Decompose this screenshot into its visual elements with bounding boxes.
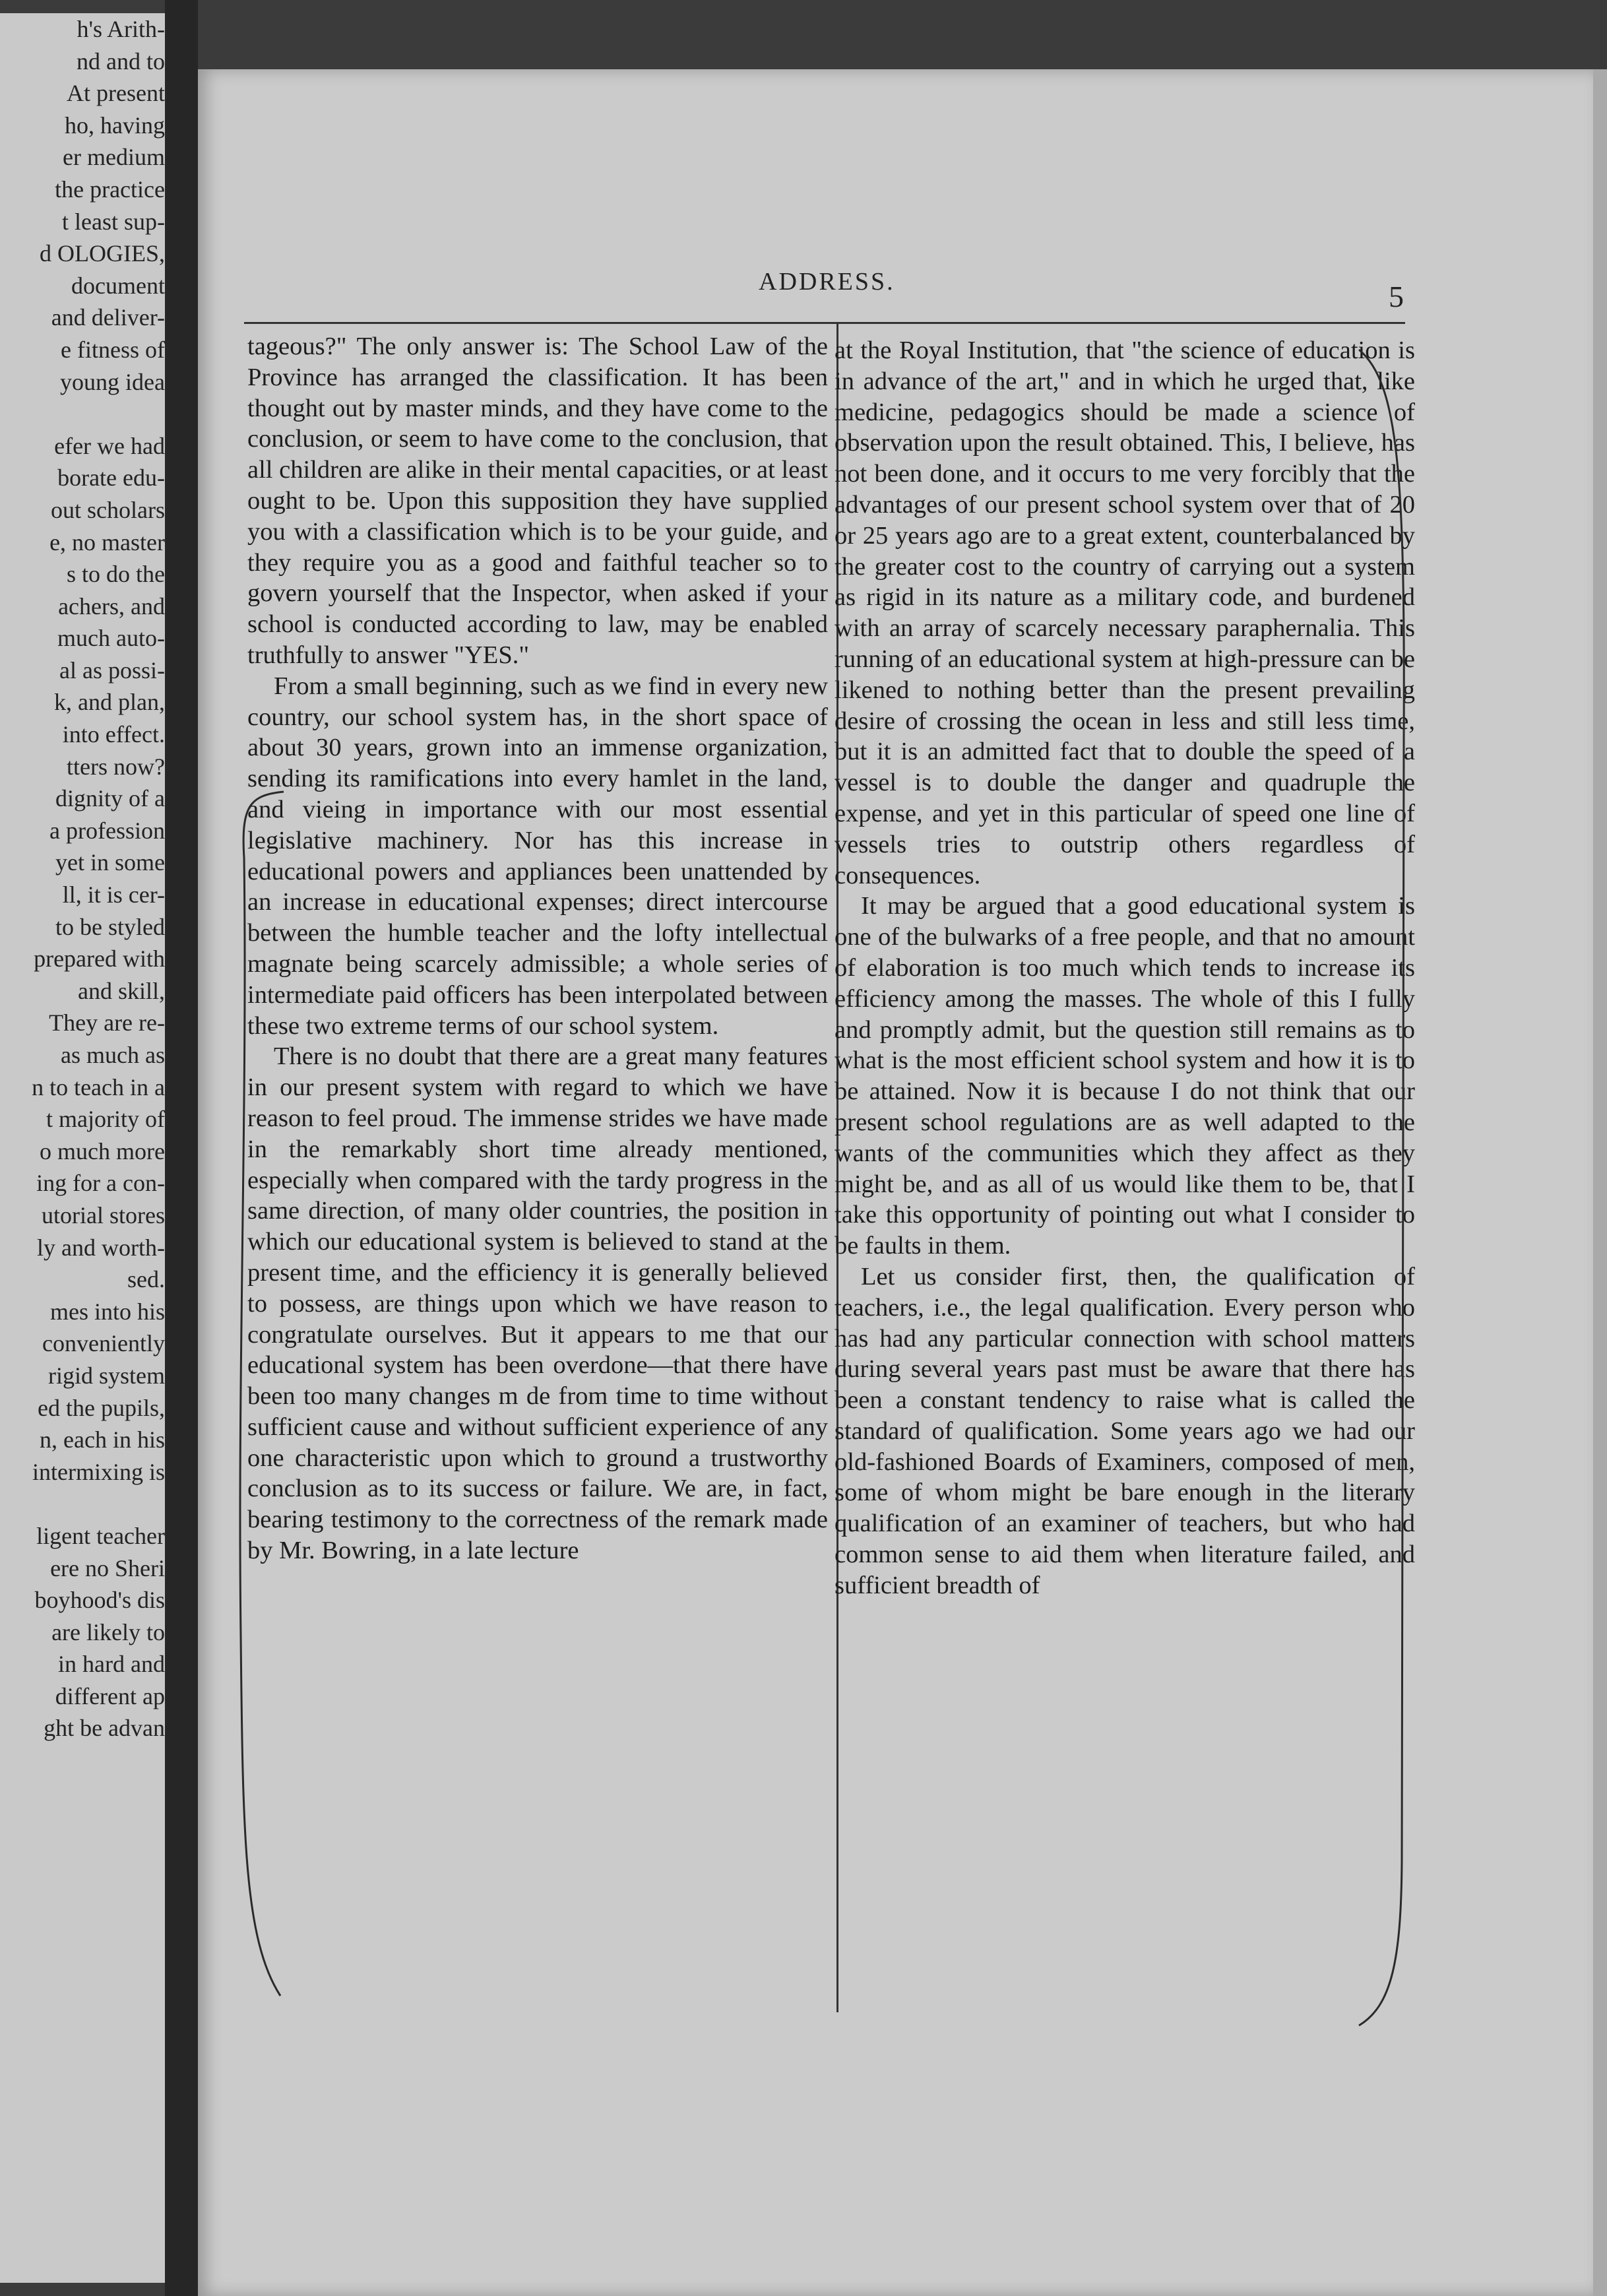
- left-page-line: into effect.: [62, 721, 165, 748]
- paragraph: at the Royal Institution, that "the science of education is in advance of the art," and in which he urged that, like medicine, pedagogics should be made a science of observation upon the result obtained. This, I believe, has not been done, and it occurs to me very forcibly that the advantages of our present school system over that of 20 or 25 years ago are to a great extent, counterbalanced by the greater cost to the country of carrying out a system as rigid in its nature as a military code, and burdened with an array of scarcely necessary paraphernalia. This running of an educational system at high-pressure can be likened to nothing better than the present prevailing desire of crossing the ocean in less and still less time, but it is an admitted fact that to double the speed of a vessel is to double the danger and quadruple the expense, and yet in this particular of speed one line of vessels tries to outstrip others regardless of consequences.: [835, 336, 1415, 889]
- text-column-left: [247, 331, 828, 1566]
- left-page-line: d OLOGIES,: [40, 240, 165, 267]
- left-page-line: [0, 1488, 165, 1520]
- left-page-line: nd and to: [77, 48, 165, 75]
- left-page-line: k, and plan,: [54, 689, 165, 716]
- left-page-line: mes into his: [49, 1298, 165, 1325]
- left-page-line: ere no Sheri: [50, 1554, 165, 1581]
- left-page-line: and skill,: [78, 977, 165, 1004]
- page-edge: [1593, 69, 1607, 2296]
- left-page-line: document: [71, 272, 165, 299]
- left-page-line: o much more: [40, 1137, 165, 1164]
- left-page-line: out scholars: [51, 496, 165, 523]
- left-page-line: er medium: [63, 144, 165, 171]
- left-page-line: al as possi-: [59, 656, 165, 684]
- running-head: ADDRESS.: [759, 268, 895, 296]
- handwritten-bracket-mark-right: [1346, 343, 1418, 2032]
- left-page-line: [0, 398, 165, 430]
- paragraph: There is no doubt that there are a great many features in our present system with regard to which we have reason to feel proud. The immense strides we have made in the remarkably short time already mentioned, especially when compared with the tardy progress in the same direction, of many older countries, the position in which our educational system is believed to stand at the present time, and the efficiency it is generally believed to possess, are things upon which we have reason to congratulate ourselves. But it appears to me that our educational system has been overdone—that there have been too many changes m de from time to time without sufficient cause and without sufficient experience of any one characteristic upon which to ground a trustworthy conclusion as to its success or failure. We are, in fact, bearing testimony to the correctness of the remark made by Mr. Bowring, in a late lecture: [247, 1042, 828, 1565]
- handwritten-bracket-mark: [224, 779, 290, 2006]
- left-page-text: [0, 13, 165, 1744]
- left-page-line: n to teach in a: [32, 1073, 165, 1100]
- left-page-line: n, each in his: [40, 1426, 165, 1453]
- left-page-line: efer we had: [54, 432, 165, 459]
- left-page-line: They are re-: [49, 1009, 165, 1036]
- left-page-line: a profession: [49, 817, 165, 844]
- left-page-line: and deliver-: [51, 304, 165, 331]
- left-page-line: conveniently: [42, 1330, 165, 1357]
- left-page-line: rigid system: [48, 1362, 165, 1389]
- left-page-fragment: [0, 13, 165, 2283]
- left-page-line: dignity of a: [55, 785, 165, 812]
- left-page-line: as much as: [61, 1042, 165, 1068]
- left-page-line: s to do the: [67, 561, 165, 588]
- left-page-line: in hard and: [58, 1651, 165, 1678]
- left-page-line: are likely to: [51, 1618, 165, 1645]
- left-page-line: ght be advan: [44, 1715, 165, 1742]
- paragraph: Let us consider first, then, the qualification of teachers, i.e., the legal qualification. Every person who has had any particular connection with school matters during several years past must be aware that there has been a constant tendency to raise what is called the standard of qualification. Some years ago we had our old-fashioned Boards of Examiners, composed of men, some of whom might be bare enough in the literary qualification of an examiner of teachers, but who had common sense to aid them when literature failed, and sufficient breadth of: [835, 1262, 1415, 1599]
- left-page-line: h's Arith-: [77, 16, 165, 42]
- left-page-line: sed.: [127, 1266, 165, 1293]
- left-page-line: prepared with: [34, 945, 165, 973]
- left-page-line: t majority of: [46, 1106, 165, 1133]
- left-page-line: ho, having: [65, 112, 165, 139]
- left-page-line: ly and worth-: [37, 1234, 165, 1261]
- left-page-line: At present: [67, 80, 165, 107]
- paragraph: It may be argued that a good educational system is one of the bulwarks of a free people, and that no amount of elaboration is too much which tends to increase its efficiency among the masses. The whole of this I fully and promptly admit, but the question still remains as to what is the most efficient school system and how it is to be attained. Now it is because I do not think that our present school regulations are as well adapted to the wants of the communities which they affect as they might be, and as all of us would like them to be, that I take this opportunity of pointing out what I consider to be faults in them.: [835, 892, 1415, 1260]
- paragraph: tageous?" The only answer is: The School Law of the Province has arranged the classification. It has been thought out by master minds, and they have come to the conclusion, or seem to have come to the conclusion, that all children are alike in their mental capacities, or at least ought to be. Upon this supposition they have supplied you with a classification which is to be your guide, and they require you as a good and faithful teacher so to govern yourself that the Inspector, when asked if your school is conducted according to law, may be enabled truthfully to answer "YES.": [247, 333, 828, 669]
- left-page-line: tters now?: [67, 753, 165, 780]
- left-page-line: ligent teacher: [36, 1522, 165, 1549]
- page-number: 5: [1389, 280, 1404, 313]
- left-page-line: intermixing is: [32, 1458, 165, 1485]
- left-page-line: ll, it is cer-: [62, 881, 165, 909]
- left-page-line: much auto-: [57, 625, 165, 652]
- left-page-line: to be styled: [55, 913, 165, 940]
- text-column-right: [835, 335, 1415, 1601]
- left-page-line: yet in some: [55, 849, 165, 876]
- left-page-line: ed the pupils,: [38, 1394, 165, 1421]
- left-page-line: e fitness of: [61, 336, 165, 363]
- left-page-line: ing for a con-: [36, 1170, 165, 1197]
- left-page-line: different ap: [55, 1682, 165, 1709]
- left-page-line: the practice: [55, 175, 165, 203]
- left-page-line: boyhood's dis: [34, 1587, 165, 1614]
- binding-gutter: [165, 0, 198, 2296]
- left-page-line: e, no master: [49, 528, 165, 556]
- paragraph: From a small beginning, such as we find in every new country, our school system has, in the short space of about 30 years, grown into an immense organization, sending its ramifications into every hamlet in the land, and vieing in importance with our most essential legislative machinery. Nor has this increase in educational powers and appliances been unattended by an increase in educational expenses; direct intercourse between the humble teacher and the lofty intellectual magnate being scarcely admissible; a whole series of intermediate paid officers has been interpolated between these two extreme terms of our school system.: [247, 672, 828, 1040]
- header-rule: [244, 322, 1405, 324]
- left-page-line: achers, and: [58, 592, 165, 620]
- left-page-line: borate edu-: [57, 464, 165, 492]
- left-page-line: t least sup-: [62, 208, 165, 235]
- left-page-line: utorial stores: [42, 1201, 165, 1228]
- left-page-line: young idea: [60, 368, 165, 395]
